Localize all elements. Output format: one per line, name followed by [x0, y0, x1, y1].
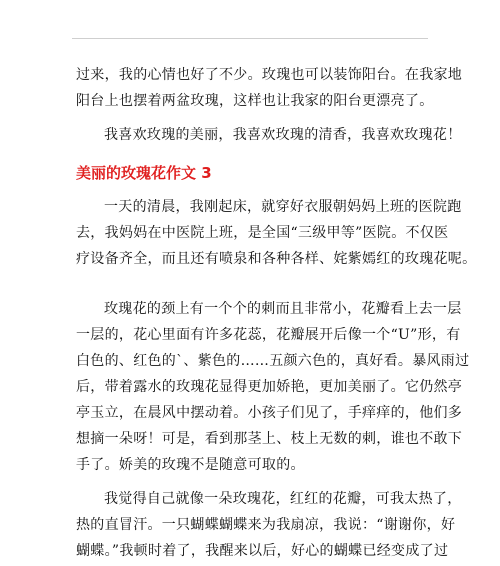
paragraph-spacer [76, 114, 428, 122]
paragraph-spacer [76, 186, 428, 194]
document-body [76, 62, 477, 564]
text-line: 我喜欢玫瑰的美丽，我喜欢玫瑰的清香，我喜欢玫瑰花！ [104, 127, 462, 143]
text-line: 白色的、红色的`、紫色的……五颜六色的，真好看。暴风雨过 [76, 353, 470, 369]
text-line: 阳台上也摆着两盆玫瑰，这样也让我家的阳台更漂亮了。 [76, 93, 434, 109]
text-line: 想摘一朵呀！可是，看到那茎上、枝上无数的刺，谁也不敢下 [76, 431, 463, 447]
text-line: 去，我妈妈在中医院上班，是全国“三级甲等”医院。不仅医 [76, 225, 449, 241]
paragraph-5 [76, 486, 462, 564]
paragraph-2 [76, 122, 462, 148]
paragraph-3 [76, 194, 477, 272]
text-line: 热的直冒汗。一只蝴蝶蝴蝶来为我扇凉，我说：“谢谢你，好 [76, 517, 456, 533]
section-heading: 美丽的玫瑰花作文 3 [76, 164, 212, 182]
paragraph-spacer [76, 478, 428, 486]
text-line: 蝴蝶。”我顿时着了，我醒来以后，好心的蝴蝶已经变成了过 [76, 543, 449, 559]
paragraph-4 [76, 296, 470, 478]
page-top-divider [72, 38, 428, 39]
text-line: 手了。娇美的玫瑰不是随意可取的。 [76, 457, 305, 473]
paragraph-spacer [76, 148, 428, 156]
text-line: 一层的，花心里面有许多花蕊，花瓣展开后像一个“U”形，有 [76, 327, 461, 343]
text-line: 疗设备齐全，而且还有喷泉和各种各样、姹紫嫣红的玫瑰花呢。 [76, 251, 477, 267]
text-line: 玫瑰花的颈上有一个个的刺而且非常小，花瓣看上去一层 [104, 301, 462, 317]
text-line: 我觉得自己就像一朵玫瑰花，红红的花瓣，可我太热了， [104, 491, 462, 507]
text-line: 一天的清晨，我刚起床，就穿好衣服朝妈妈上班的医院跑 [104, 199, 462, 215]
text-line: 过来，我的心情也好了不少。玫瑰也可以装饰阳台。在我家地 [76, 67, 463, 83]
paragraph-spacer [76, 272, 428, 296]
text-line: 后，带着露水的玫瑰花显得更加娇艳，更加美丽了。它仍然亭 [76, 379, 463, 395]
text-line: 亭玉立，在晨风中摆动着。小孩子们见了，手痒痒的，他们多 [76, 405, 463, 421]
paragraph-1 [76, 62, 463, 114]
